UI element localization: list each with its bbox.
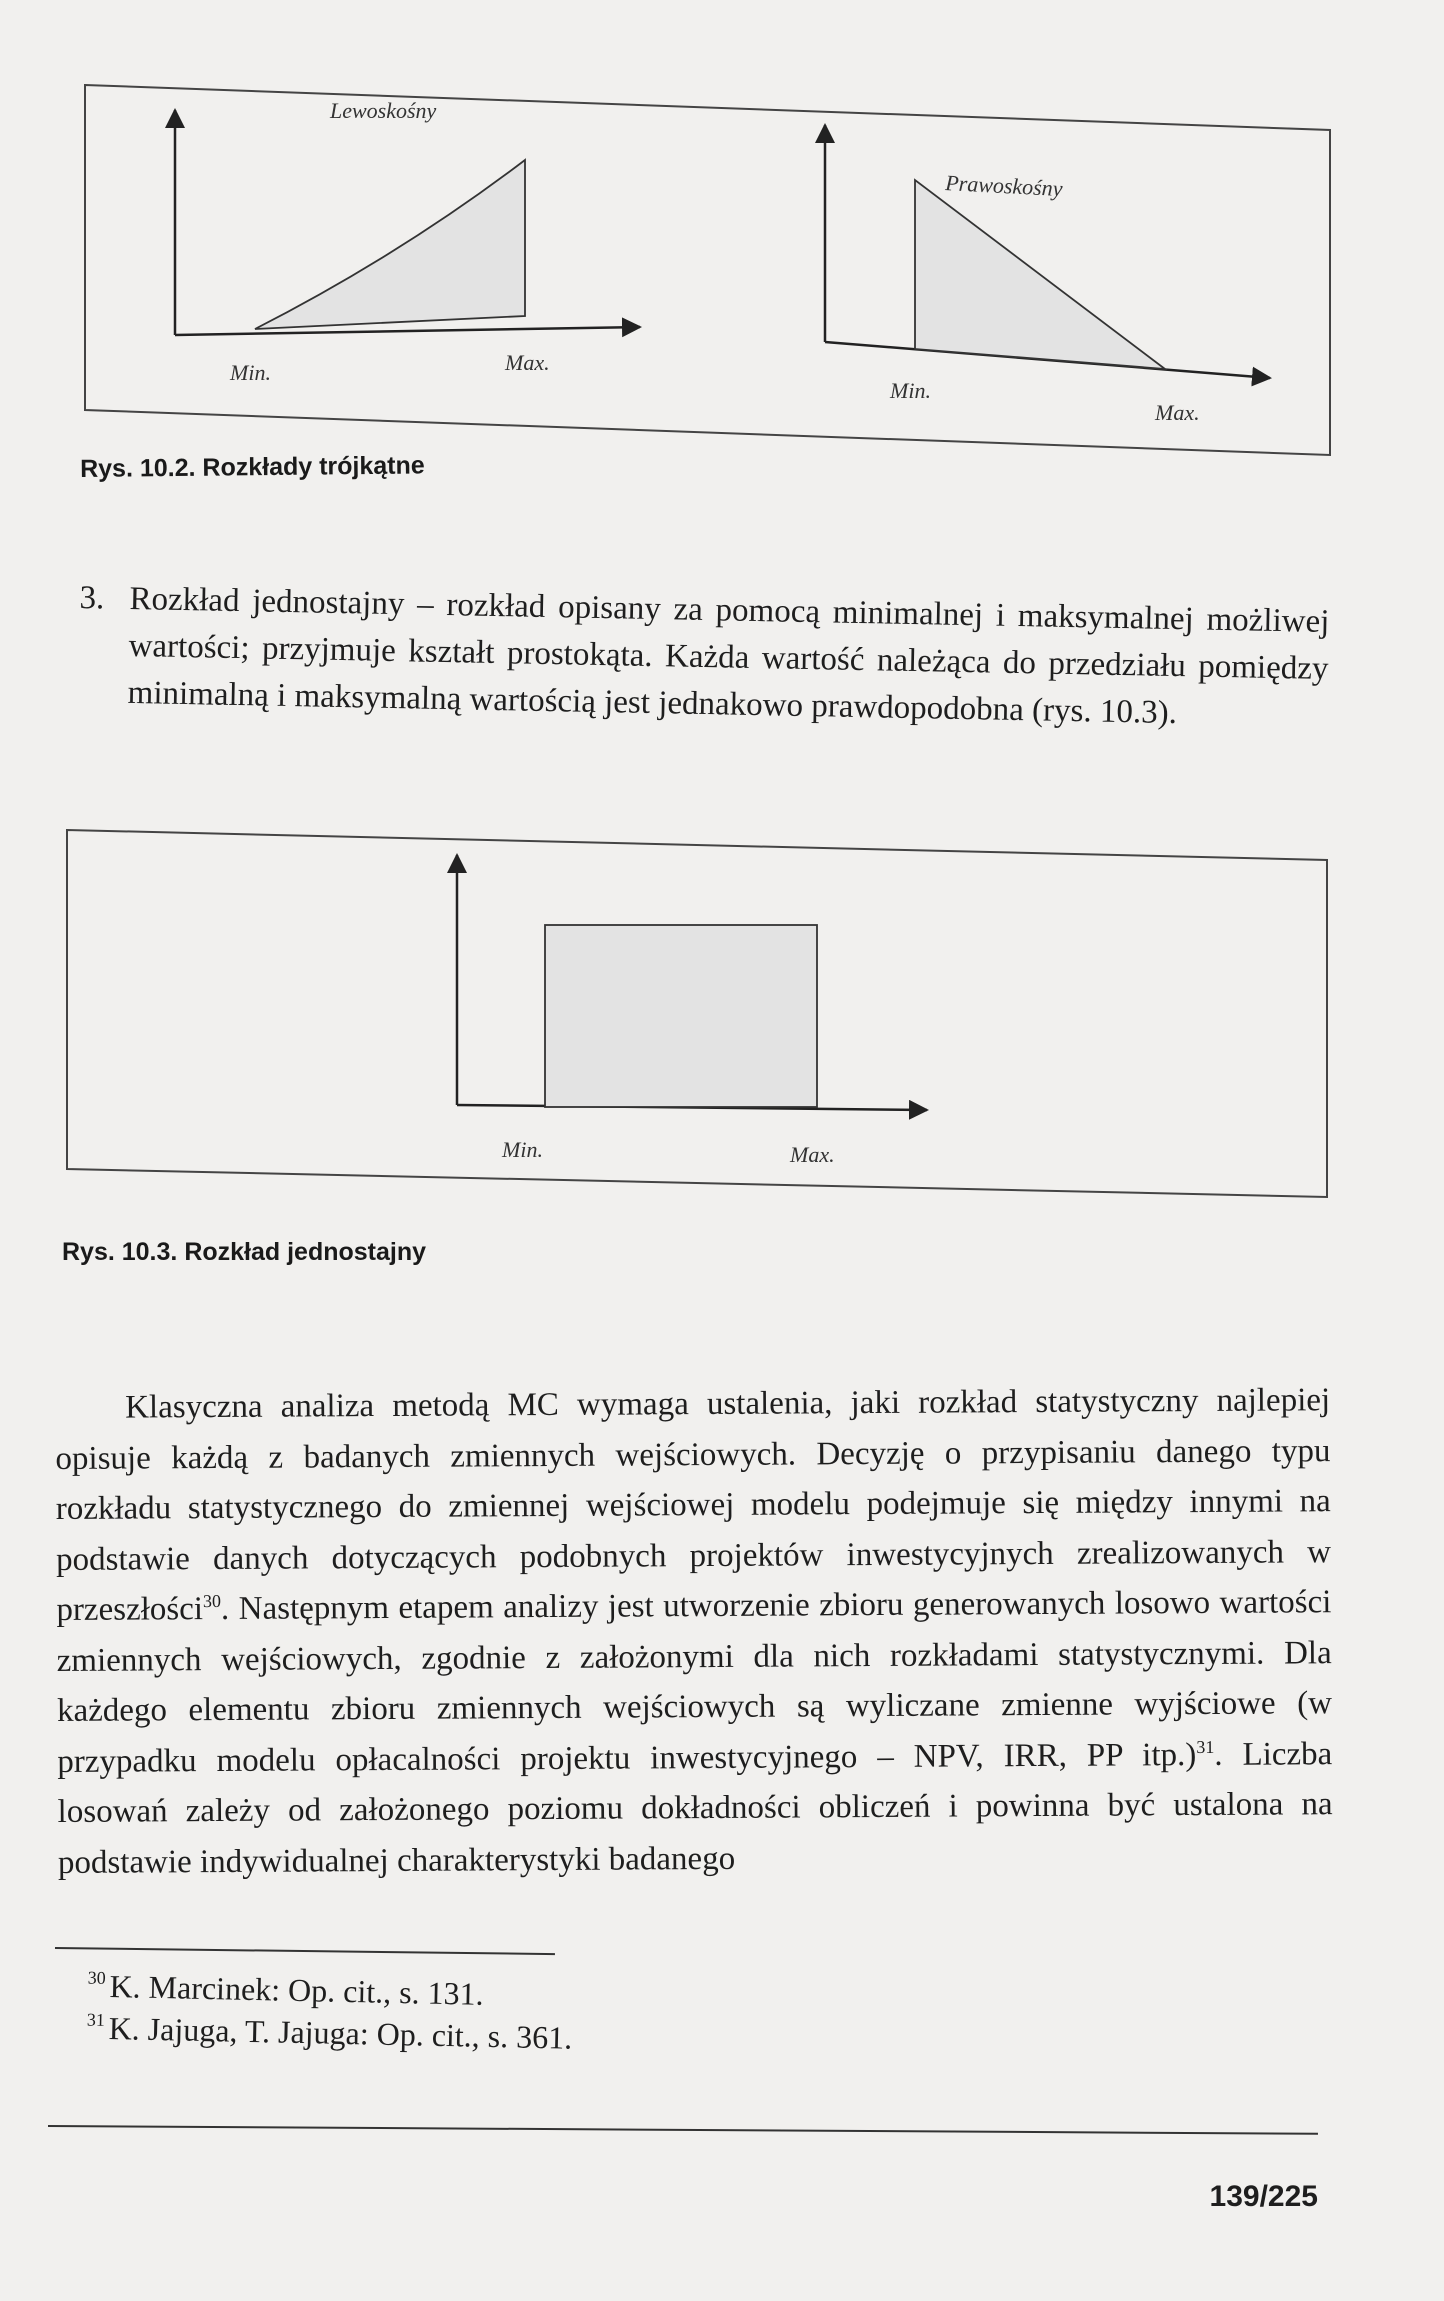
figure-caption-10-2 bbox=[80, 451, 425, 484]
figure-triangular-distributions bbox=[80, 80, 1340, 460]
caption-prefix: Rys. 10.2. bbox=[80, 453, 196, 483]
footnote-number: 30 bbox=[87, 1967, 106, 1988]
paragraph-text-part3: . Liczba losowań zależy od założonego poziomu dokładności obliczeń i powinna być ustalona na podstawie indywidualnej charakterystyki badanego bbox=[57, 1735, 1333, 1881]
footnotes bbox=[86, 1965, 1010, 2068]
max-label: Max. bbox=[790, 1142, 835, 1167]
right-skewed-triangle bbox=[915, 180, 1165, 369]
left-max-label: Max. bbox=[505, 350, 550, 375]
uniform-rectangle bbox=[545, 925, 817, 1107]
caption-text: Rozkłady trójkątne bbox=[202, 451, 425, 482]
right-min-label: Min. bbox=[890, 378, 931, 403]
caption-text: Rozkład jednostajny bbox=[184, 1238, 427, 1266]
footnote-text: K. Jajuga, T. Jajuga: Op. cit., s. 361. bbox=[108, 2009, 573, 2056]
page-number: 139/225 bbox=[1209, 2180, 1318, 2213]
uniform-distribution-chart bbox=[62, 825, 1337, 1205]
left-distribution-label: Lewoskośny bbox=[330, 98, 437, 123]
caption-prefix: Rys. 10.3. bbox=[62, 1238, 178, 1266]
figure-caption-10-3 bbox=[62, 1238, 426, 1267]
footnote-text: K. Marcinek: Op. cit., s. 131. bbox=[109, 1967, 485, 2012]
left-skewed-triangle bbox=[255, 160, 525, 329]
figure-frame bbox=[85, 85, 1330, 455]
right-max-label: Max. bbox=[1155, 400, 1200, 425]
min-label: Min. bbox=[502, 1137, 543, 1162]
list-item-text: Rozkład jednostajny – rozkład opisany za pomocą minimalnej i maksymalnej możliwej wartości; przyjmuje kształt prostokąta. Każda wartość należąca do przedziału pomiędzy minimalną i maksymalną wartością jest jednakowo prawdopodobna (rys. 10.3). bbox=[127, 580, 1330, 732]
footnote-separator bbox=[55, 1947, 555, 1955]
footnote-reference-31[interactable]: 31 bbox=[1196, 1736, 1215, 1757]
body-paragraph bbox=[55, 1375, 1333, 1888]
paragraph-text-part2: . Następnym etapem analizy jest utworzenie zbioru generowanych losowo wartości zmiennych wejściowych, zgodnie z założonymi dla nich rozkładami statystycznymi. Dla każdego elementu zbioru zmiennych wejściowych są wyliczane zmienne wyjściowe (w przypadku modelu opłacalności projektu inwestycyjnego – NPV, IRR, PP itp.) bbox=[56, 1584, 1333, 1780]
list-item-uniform-distribution bbox=[77, 575, 1329, 740]
left-x-axis bbox=[175, 327, 640, 335]
triangular-distributions-chart bbox=[80, 80, 1340, 460]
figure-uniform-distribution bbox=[62, 825, 1337, 1205]
list-item-number: 3. bbox=[79, 579, 105, 617]
page-bottom-rule bbox=[48, 2125, 1318, 2135]
right-distribution-label: Prawoskośny bbox=[944, 170, 1064, 202]
paragraph-text-part1: Klasyczna analiza metodą MC wymaga ustalenia, jaki rozkład statystyczny najlepiej opisuje każdą z badanych zmiennych wejściowych. Decyzję o przypisaniu danego typu rozkładu statystycznego do zmiennej wejściowej modelu podejmuje się między innymi na podstawie danych dotyczących podobnych projektów inwestycyjnych zrealizowanych w przeszłości bbox=[55, 1382, 1332, 1628]
left-min-label: Min. bbox=[230, 360, 271, 385]
footnote-number: 31 bbox=[86, 2009, 106, 2030]
footnote-reference-30[interactable]: 30 bbox=[202, 1590, 222, 1612]
